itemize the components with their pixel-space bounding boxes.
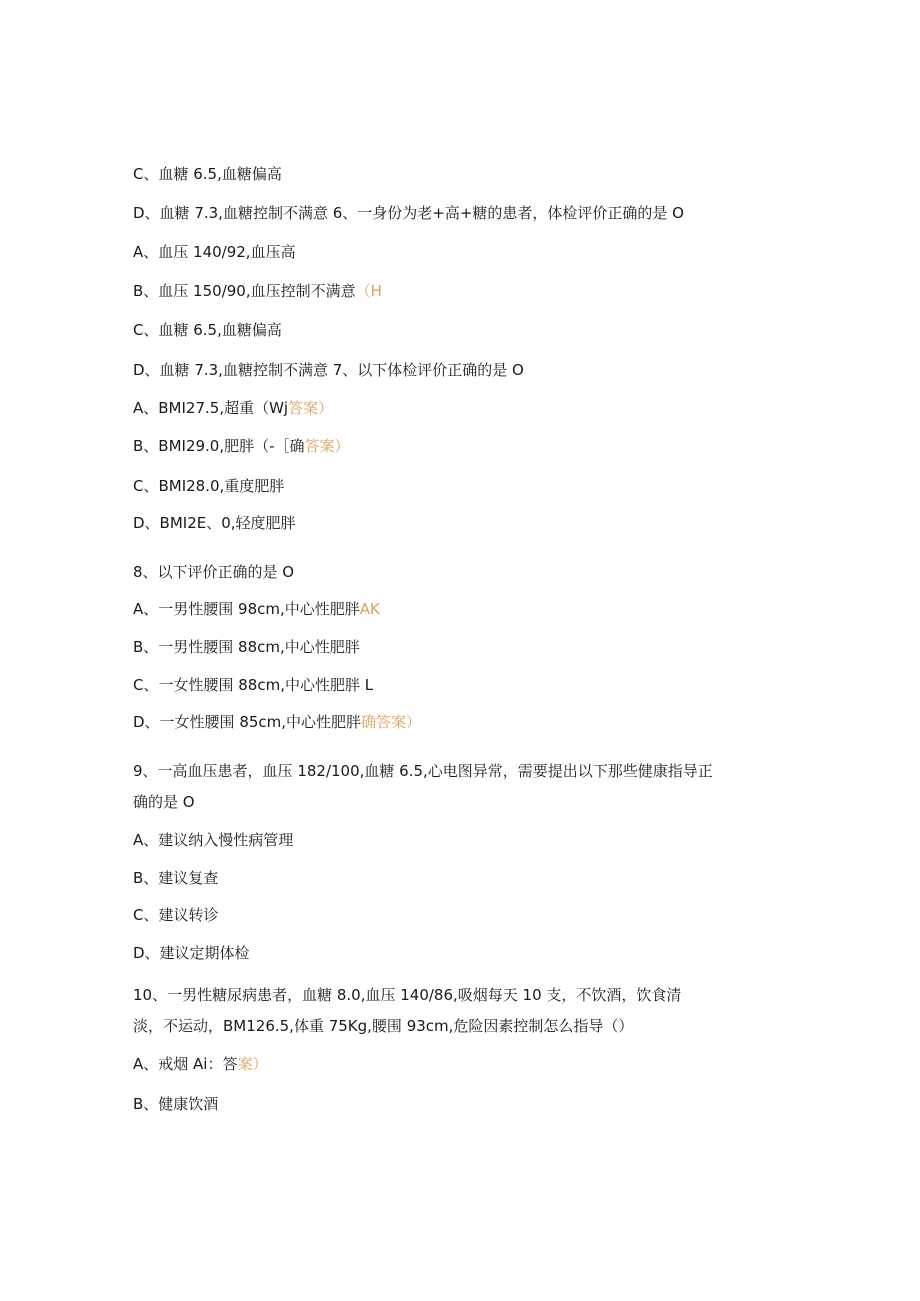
text-line: A、BMI27.5,超重（Wj答案） (133, 399, 334, 417)
text-line: C、BMI28.0,重度肥胖 (133, 477, 285, 495)
text-line: B、BMI29.0,肥胖（-［确答案） (133, 437, 350, 455)
question-heading: 10、一男性糖尿病患者，血糖 8.0,血压 140/86,吸烟每天 10 支，不饮酒，饮食清 (133, 986, 682, 1004)
question-heading-cont: 淡，不运动，BM126.5,体重 75Kg,腰围 93cm,危险因素控制怎么指导（） (133, 1017, 634, 1035)
text-line: C、血糖 6.5,血糖偏高 (133, 165, 282, 183)
text-line: A、建议纳入慢性病管理 (133, 831, 294, 849)
text-line: C、一女性腰围 88cm,中心性肥胖 L (133, 676, 374, 694)
text-line: D、BMI2E、0,轻度肥胖 (133, 514, 296, 532)
text-line: B、血压 150/90,血压控制不满意（H (133, 282, 382, 300)
text-line: C、血糖 6.5,血糖偏高 (133, 321, 282, 339)
question-heading: 9、一高血压患者，血压 182/100,血糖 6.5,心电图异常，需要提出以下那些健康指导正 (133, 762, 713, 780)
answer-annotation: 答案） (304, 437, 350, 455)
answer-annotation: AK (359, 600, 380, 618)
text-line: D、血糖 7.3,血糖控制不满意 6、一身份为老+高+糖的患者，体检评价正确的是 O (133, 204, 684, 222)
text-line: B、健康饮酒 (133, 1095, 219, 1113)
answer-annotation: 答案） (288, 399, 334, 417)
text-line: C、建议转诊 (133, 906, 219, 924)
text-line: B、一男性腰围 88cm,中心性肥胖 (133, 638, 360, 656)
text-line: A、血压 140/92,血压高 (133, 243, 296, 261)
text-line: B、建议复查 (133, 869, 219, 887)
text-line: A、一男性腰围 98cm,中心性肥胖AK (133, 600, 380, 618)
answer-annotation: 确答案） (361, 713, 422, 731)
answer-annotation: 案） (237, 1055, 268, 1073)
question-heading-cont: 确的是 O (133, 793, 195, 811)
question-heading: 8、以下评价正确的是 O (133, 563, 295, 581)
text-line: D、血糖 7.3,血糖控制不满意 7、以下体检评价正确的是 O (133, 361, 524, 379)
answer-annotation: （H (355, 282, 382, 300)
text-line: D、一女性腰围 85cm,中心性肥胖确答案） (133, 713, 422, 731)
text-line: D、建议定期体检 (133, 944, 250, 962)
text-line: A、戒烟 Ai：答案） (133, 1055, 268, 1073)
